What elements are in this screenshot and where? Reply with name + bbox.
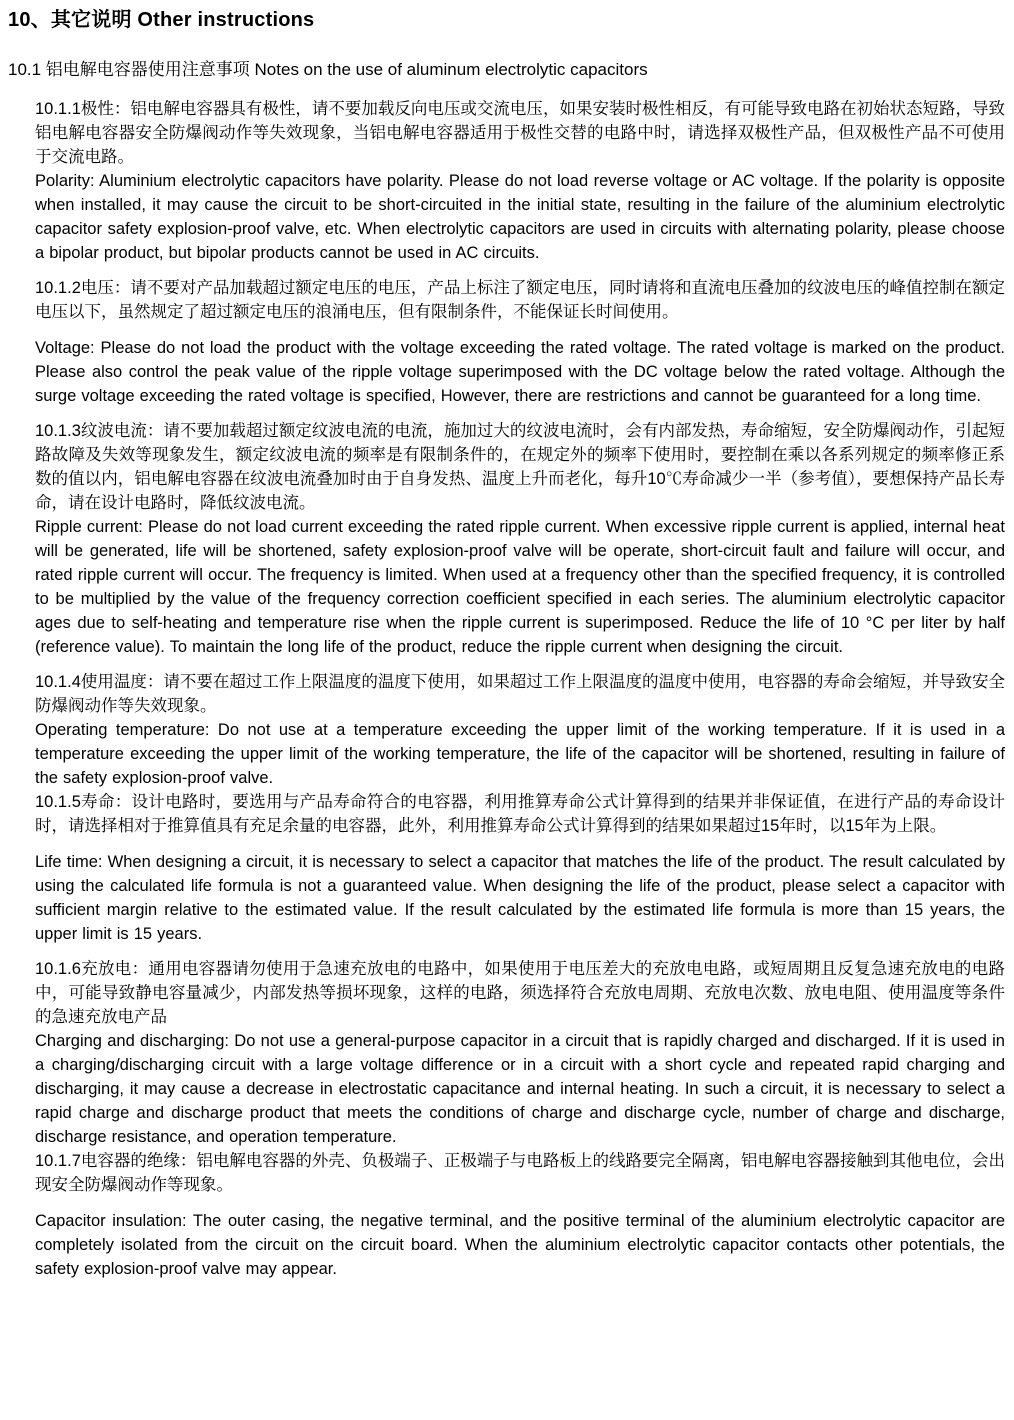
paragraph-en-voltage: Voltage: Please do not load the product with the voltage exceeding the rated voltage. The rated voltage is marked on the product. Please also control the peak value of the ripple voltage superimposed with the DC voltage below the rated voltage. Although the surge voltage exceeding the rated voltage is specified, However, there are restrictions and cannot be guaranteed for a long time. (35, 339, 1005, 405)
section-title: 10.1 铝电解电容器使用注意事项 Notes on the use of aluminum electrolytic capacitors (8, 60, 648, 79)
paragraph-en-ripple-current: Ripple current: Please do not load current exceeding the rated ripple current. When excessive ripple current is applied, internal heat will be generated, life will be shortened, safety explosion-proof valve will be operate, short-circuit fault and failure will occur, and rated ripple current will occur. The frequency is limited. When used at a frequency other than the specified frequency, it is controlled to be multiplied by the value of the frequency correction coefficient specified in each series. The aluminium electrolytic capacitor ages due to self-heating and temperature rise when the ripple current is superimposed. Reduce the life of 10 °C per liter by half (reference value). To maintain the long life of the product, reduce the ripple current when designing the circuit. (35, 518, 1005, 656)
paragraph-zh-operating-temperature: 10.1.4使用温度：请不要在超过工作上限温度的温度下使用，如果超过工作上限温度的温度中使用，电容器的寿命会缩短，并导致安全防爆阀动作等失效现象。 (35, 673, 1005, 715)
paragraph-zh-capacitor-insulation: 10.1.7电容器的绝缘：铝电解电容器的外壳、负极端子、正极端子与电路板上的线路要完全隔离，铝电解电容器接触到其他电位，会出现安全防爆阀动作等现象。 (35, 1152, 1005, 1194)
paragraph-en-charging-discharging: Charging and discharging: Do not use a general-purpose capacitor in a circuit that is rapidly charged and discharged. If it is used in a charging/discharging circuit with a large voltage difference or in a circuit with a short cycle and repeated rapid charging and discharging, it may cause a decrease in electrostatic capacitance and internal heating. In such a circuit, it is necessary to select a rapid charge and discharge product that meets the conditions of charge and discharge cycle, number of charge and discharge, discharge resistance, and operation temperature. (35, 1032, 1005, 1146)
paragraph-zh-ripple-current: 10.1.3纹波电流：请不要加载超过额定纹波电流的电流，施加过大的纹波电流时，会有内部发热，寿命缩短，安全防爆阀动作，引起短路故障及失效等现象发生，额定纹波电流的频率是有限制条件的，在规定外的频率下使用时，要控制在乘以各系列规定的频率修正系数的值以内，铝电解电容器在纹波电流叠加时由于自身发热、温度上升而老化，每升10℃寿命减少一半（参考值），要想保持产品长寿命，请在设计电路时，降低纹波电流。 (35, 422, 1005, 512)
paragraph-en-polarity: Polarity: Aluminium electrolytic capacitors have polarity. Please do not load reverse voltage or AC voltage. If the polarity is opposite when installed, it may cause the circuit to be short-circuited in the initial state, resulting in the failure of the aluminium electrolytic capacitor safety explosion-proof valve, etc. When electrolytic capacitors are used in circuits with alternating polarity, please choose a bipolar product, but bipolar products cannot be used in AC circuits. (35, 172, 1005, 262)
page-title: 10、其它说明 Other instructions (8, 9, 315, 31)
subsection-10-1-1 (35, 97, 1005, 265)
subsection-10-1-4 (35, 670, 1005, 790)
subsection-10-1-2 (35, 276, 1005, 408)
paragraph-zh-charging-discharging: 10.1.6充放电：通用电容器请勿使用于急速充放电的电路中，如果使用于电压差大的充放电电路，或短周期且反复急速充放电的电路中，可能导致静电容量减少，内部发热等损坏现象，这样的电路，须选择符合充放电周期、充放电次数、放电电阻、使用温度等条件的急速充放电产品 (35, 960, 1005, 1026)
subsection-10-1-5 (35, 790, 1005, 946)
paragraph-en-life-time: Life time: When designing a circuit, it is necessary to select a capacitor that matches the life of the product. The result calculated by using the calculated life formula is not a guaranteed value. When designing the life of the product, please select a capacitor with sufficient margin relative to the estimated value. If the result calculated by the estimated life formula is more than 15 years, the upper limit is 15 years. (35, 853, 1005, 943)
paragraph-zh-polarity: 10.1.1极性：铝电解电容器具有极性，请不要加载反向电压或交流电压，如果安装时极性相反，有可能导致电路在初始状态短路，导致铝电解电容器安全防爆阀动作等失效现象，当铝电解电容器适用于极性交替的电路中时，请选择双极性产品，但双极性产品不可使用于交流电路。 (35, 100, 1005, 166)
paragraph-zh-voltage: 10.1.2电压：请不要对产品加载超过额定电压的电压，产品上标注了额定电压，同时请将和直流电压叠加的纹波电压的峰值控制在额定电压以下，虽然规定了超过额定电压的浪涌电压，但有限制条件，不能保证长时间使用。 (35, 279, 1005, 321)
subsection-10-1-7 (35, 1149, 1005, 1281)
paragraph-en-operating-temperature: Operating temperature: Do not use at a temperature exceeding the upper limit of the working temperature. If it is used in a temperature exceeding the upper limit of the working temperature, the life of the capacitor will be shortened, resulting in failure of the safety explosion-proof valve. (35, 721, 1005, 787)
paragraph-zh-life-time: 10.1.5寿命：设计电路时，要选用与产品寿命符合的电容器，利用推算寿命公式计算得到的结果并非保证值，在进行产品的寿命设计时，请选择相对于推算值具有充足余量的电容器，此外，利用推算寿命公式计算得到的结果如果超过15年时，以15年为上限。 (35, 793, 1005, 835)
paragraph-en-capacitor-insulation: Capacitor insulation: The outer casing, the negative terminal, and the positive terminal of the aluminium electrolytic capacitor are completely isolated from the circuit on the circuit board. When the aluminium electrolytic capacitor contacts other potentials, the safety explosion-proof valve may appear. (35, 1212, 1005, 1278)
document-body (35, 97, 1005, 1281)
subsection-10-1-6 (35, 957, 1005, 1149)
subsection-10-1-3 (35, 419, 1005, 659)
